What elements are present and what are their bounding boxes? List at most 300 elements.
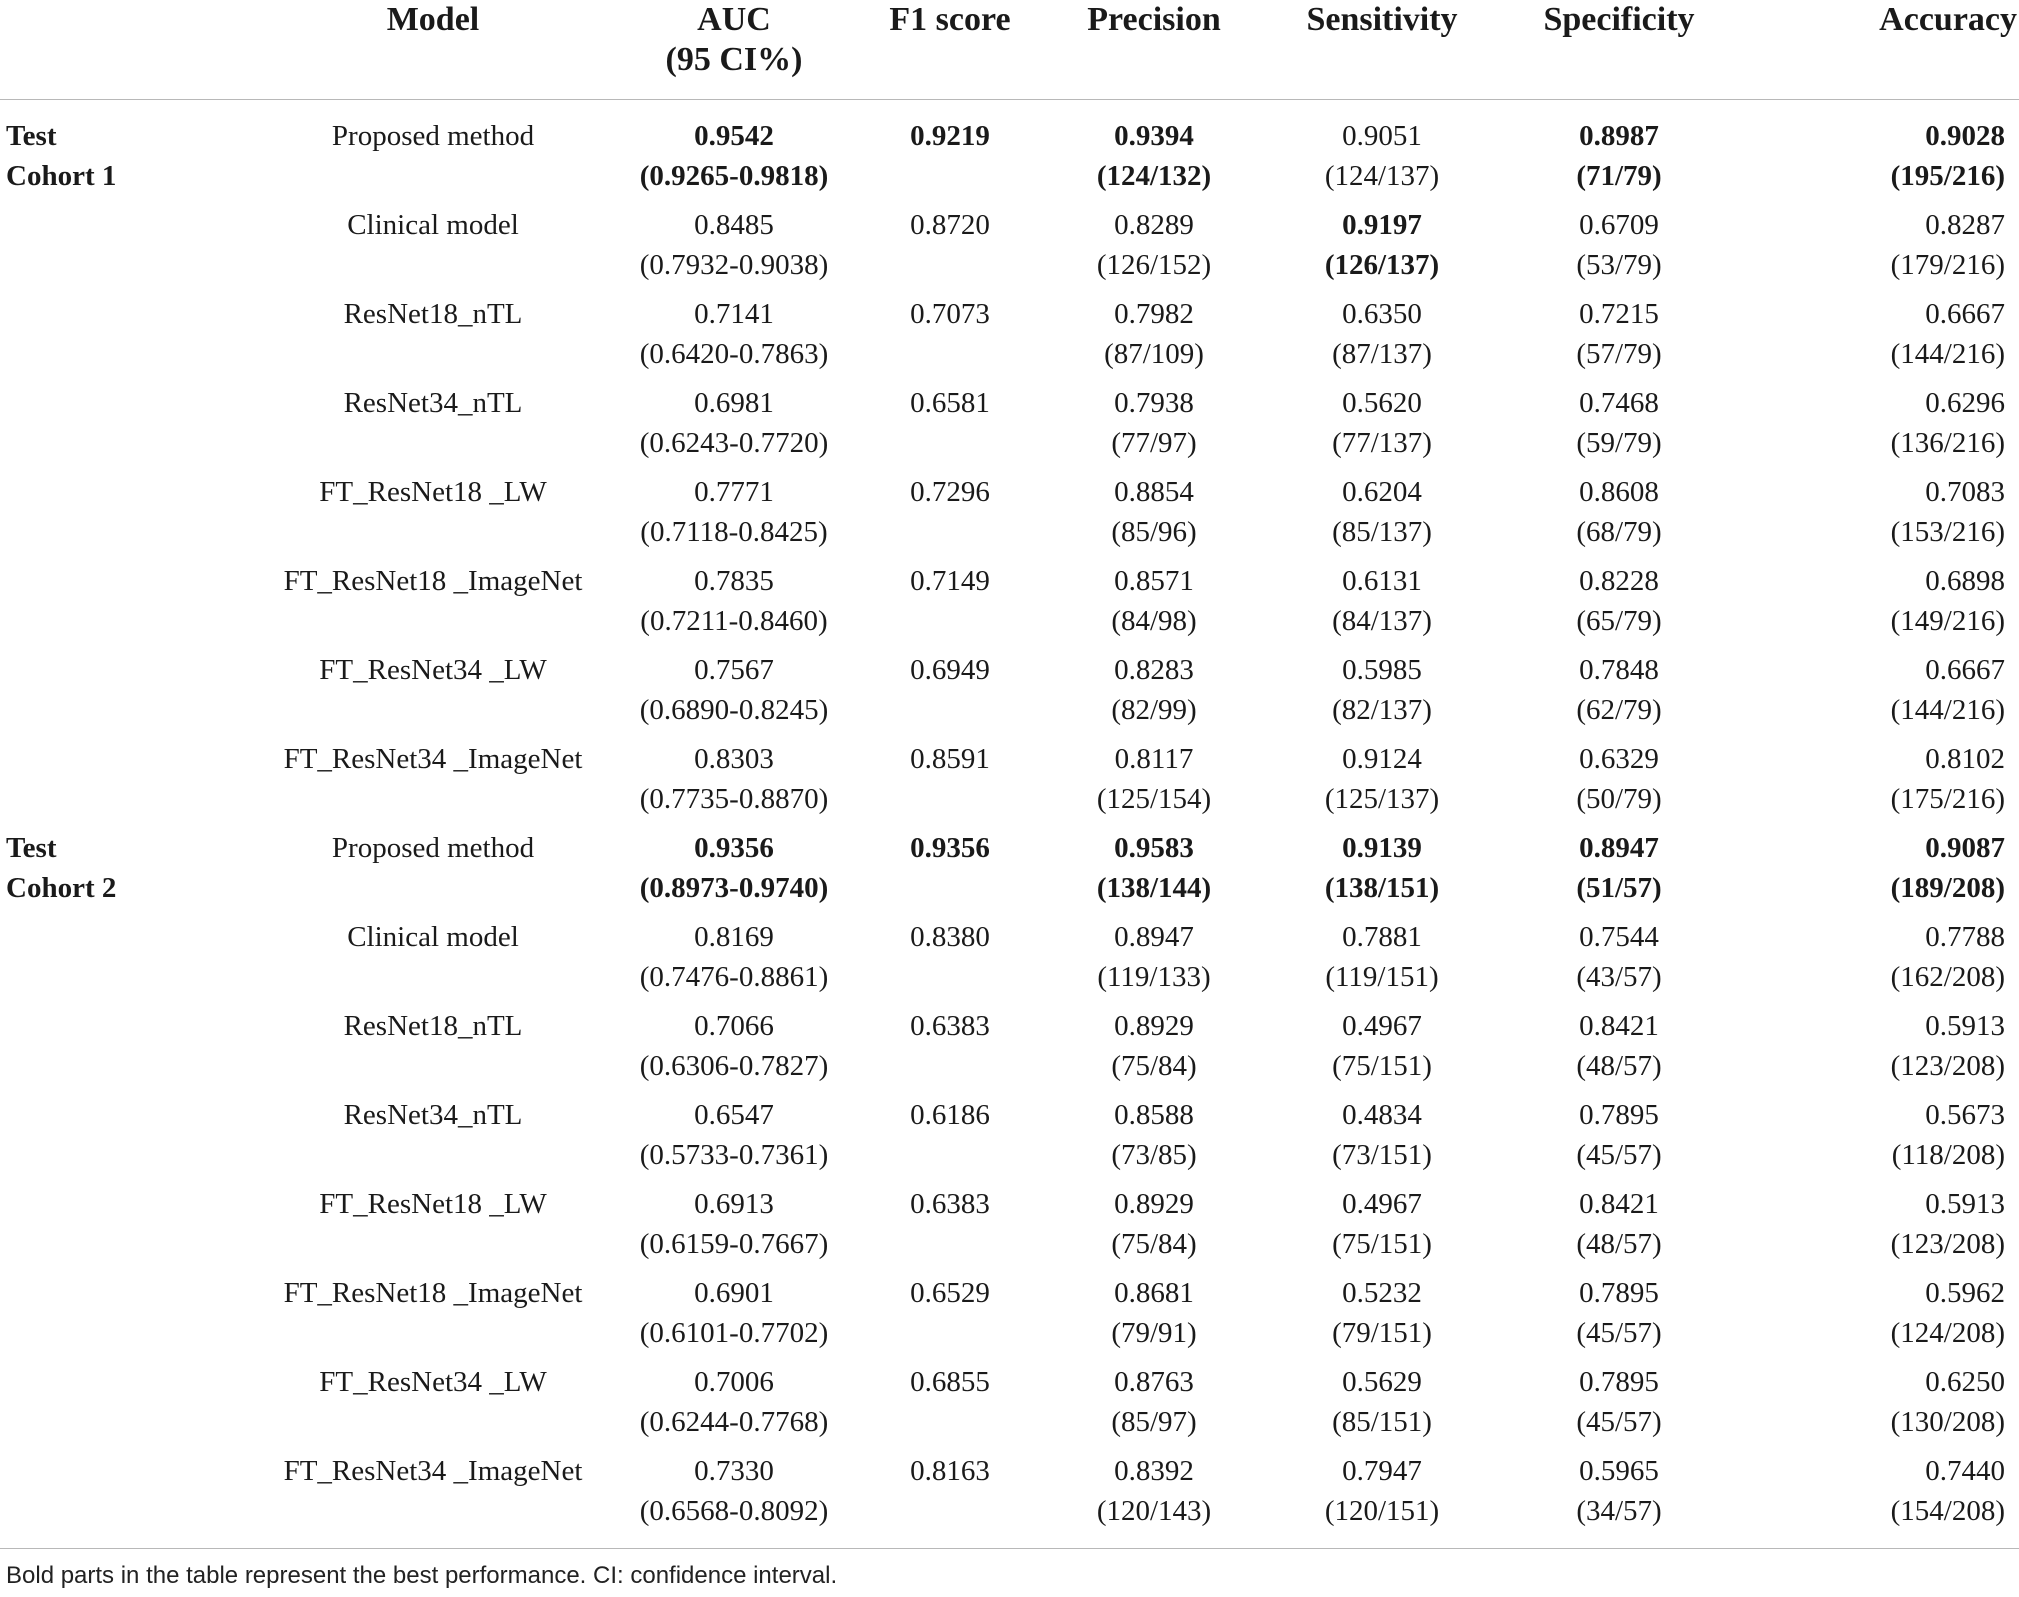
f1-cell [852, 650, 1048, 739]
model-name: FT_ResNet18 _ImageNet [283, 565, 583, 597]
auc-cell [616, 1006, 852, 1095]
auc-value: 0.8303 [694, 743, 774, 775]
precision-value: 0.8283 [1114, 654, 1194, 686]
specificity-cell [1504, 383, 1734, 472]
sensitivity-detail: (75/151) [1332, 1050, 1432, 1082]
header-model [250, 0, 616, 100]
sensitivity-cell [1260, 739, 1504, 828]
f1-value: 0.6581 [910, 387, 990, 419]
sensitivity-cell [1260, 561, 1504, 650]
header-row [0, 0, 2019, 100]
accuracy-detail: (189/208) [1890, 872, 2005, 904]
accuracy-value: 0.8287 [1925, 209, 2005, 241]
auc-cell [616, 205, 852, 294]
model-name: ResNet18_nTL [343, 298, 523, 330]
cohort-label-cell [0, 1451, 250, 1540]
auc-cell [616, 383, 852, 472]
specificity-detail: (57/79) [1576, 338, 1662, 370]
table-row [0, 828, 2019, 917]
sensitivity-value: 0.5232 [1342, 1277, 1422, 1309]
model-name-cell [250, 917, 616, 1006]
sensitivity-detail: (119/151) [1325, 961, 1439, 993]
specificity-value: 0.8947 [1579, 832, 1659, 864]
sensitivity-cell [1260, 1184, 1504, 1273]
specificity-value: 0.7848 [1579, 654, 1659, 686]
accuracy-detail: (118/208) [1891, 1139, 2005, 1171]
table-row [0, 561, 2019, 650]
sensitivity-value: 0.4967 [1342, 1010, 1422, 1042]
precision-value: 0.8681 [1114, 1277, 1194, 1309]
sensitivity-detail: (138/151) [1324, 872, 1440, 904]
specificity-detail: (68/79) [1576, 516, 1662, 548]
specificity-value: 0.7468 [1579, 387, 1659, 419]
sensitivity-cell [1260, 100, 1504, 206]
accuracy-detail: (123/208) [1890, 1050, 2005, 1082]
accuracy-detail: (130/208) [1890, 1406, 2005, 1438]
f1-value: 0.6949 [910, 654, 990, 686]
precision-detail: (138/144) [1096, 872, 1212, 904]
f1-value: 0.6383 [910, 1010, 990, 1042]
sensitivity-value: 0.5620 [1342, 387, 1422, 419]
auc-cell [616, 917, 852, 1006]
auc-value: 0.8169 [694, 921, 774, 953]
specificity-cell [1504, 1184, 1734, 1273]
model-name: FT_ResNet18 _LW [319, 476, 547, 508]
sensitivity-cell [1260, 205, 1504, 294]
model-name: FT_ResNet34 _LW [319, 654, 547, 686]
cohort-label-cell [0, 1184, 250, 1273]
accuracy-value: 0.9028 [1925, 120, 2005, 152]
f1-value: 0.9219 [910, 120, 990, 152]
table-row [0, 472, 2019, 561]
sensitivity-cell [1260, 383, 1504, 472]
cohort-label-cell [0, 472, 250, 561]
sensitivity-detail: (124/137) [1324, 160, 1440, 192]
model-name-cell [250, 739, 616, 828]
model-name: Clinical model [347, 209, 519, 241]
f1-value: 0.7149 [910, 565, 990, 597]
auc-cell [616, 1451, 852, 1540]
sensitivity-detail: (85/151) [1332, 1406, 1432, 1438]
table-row [0, 205, 2019, 294]
table-body [0, 100, 2019, 1541]
f1-cell [852, 294, 1048, 383]
sensitivity-value: 0.6350 [1342, 298, 1422, 330]
precision-cell [1048, 917, 1260, 1006]
accuracy-cell [1734, 383, 2019, 472]
auc-value: 0.7330 [694, 1455, 774, 1487]
specificity-cell [1504, 1362, 1734, 1451]
header-auc-line2: (95 CI%) [665, 41, 803, 78]
precision-value: 0.8929 [1114, 1010, 1194, 1042]
accuracy-cell [1734, 1273, 2019, 1362]
specificity-detail: (71/79) [1576, 160, 1662, 192]
sensitivity-cell [1260, 917, 1504, 1006]
accuracy-cell [1734, 828, 2019, 917]
model-name-cell [250, 1184, 616, 1273]
accuracy-detail: (144/216) [1890, 338, 2005, 370]
precision-cell [1048, 472, 1260, 561]
accuracy-detail: (136/216) [1890, 427, 2005, 459]
precision-detail: (77/97) [1111, 427, 1197, 459]
precision-cell [1048, 828, 1260, 917]
model-name-cell [250, 1362, 616, 1451]
specificity-value: 0.5965 [1579, 1455, 1659, 1487]
specificity-value: 0.6329 [1579, 743, 1659, 775]
sensitivity-cell [1260, 1451, 1504, 1540]
sensitivity-cell [1260, 1362, 1504, 1451]
model-name: FT_ResNet18 _ImageNet [283, 1277, 583, 1309]
sensitivity-value: 0.4834 [1342, 1099, 1422, 1131]
precision-value: 0.8289 [1114, 209, 1194, 241]
sensitivity-detail: (87/137) [1332, 338, 1432, 370]
auc-detail: (0.5733-0.7361) [639, 1139, 829, 1171]
precision-value: 0.7938 [1114, 387, 1194, 419]
f1-value: 0.6529 [910, 1277, 990, 1309]
model-name-cell [250, 1451, 616, 1540]
specificity-detail: (62/79) [1576, 694, 1662, 726]
accuracy-cell [1734, 917, 2019, 1006]
header-model-label: Model [386, 1, 480, 38]
precision-detail: (85/96) [1111, 516, 1197, 548]
f1-cell [852, 1184, 1048, 1273]
model-name: Clinical model [347, 921, 519, 953]
f1-value: 0.8720 [910, 209, 990, 241]
accuracy-value: 0.6667 [1925, 654, 2005, 686]
table-row [0, 917, 2019, 1006]
specificity-cell [1504, 472, 1734, 561]
specificity-cell [1504, 1006, 1734, 1095]
precision-detail: (119/133) [1097, 961, 1211, 993]
accuracy-detail: (124/208) [1890, 1317, 2005, 1349]
f1-cell [852, 828, 1048, 917]
precision-value: 0.8763 [1114, 1366, 1194, 1398]
auc-value: 0.7141 [694, 298, 774, 330]
model-name: Proposed method [331, 832, 535, 864]
f1-cell [852, 561, 1048, 650]
accuracy-detail: (149/216) [1890, 605, 2005, 637]
specificity-detail: (34/57) [1576, 1495, 1662, 1527]
accuracy-detail: (123/208) [1890, 1228, 2005, 1260]
auc-detail: (0.6243-0.7720) [639, 427, 829, 459]
sensitivity-detail: (85/137) [1332, 516, 1432, 548]
table-row [0, 294, 2019, 383]
precision-value: 0.8929 [1114, 1188, 1194, 1220]
precision-cell [1048, 1451, 1260, 1540]
model-name: ResNet18_nTL [343, 1010, 523, 1042]
model-name-cell [250, 383, 616, 472]
auc-cell [616, 1273, 852, 1362]
sensitivity-detail: (73/151) [1332, 1139, 1432, 1171]
sensitivity-detail: (84/137) [1332, 605, 1432, 637]
sensitivity-detail: (126/137) [1324, 249, 1440, 281]
precision-cell [1048, 383, 1260, 472]
f1-cell [852, 1451, 1048, 1540]
auc-value: 0.7066 [694, 1010, 774, 1042]
precision-cell [1048, 294, 1260, 383]
cohort-label-cell [0, 383, 250, 472]
accuracy-cell [1734, 1095, 2019, 1184]
precision-value: 0.9583 [1114, 832, 1194, 864]
precision-detail: (126/152) [1096, 249, 1212, 281]
f1-cell [852, 1095, 1048, 1184]
sensitivity-value: 0.9124 [1342, 743, 1422, 775]
specificity-detail: (51/57) [1576, 872, 1662, 904]
specificity-cell [1504, 205, 1734, 294]
accuracy-value: 0.5962 [1925, 1277, 2005, 1309]
specificity-cell [1504, 1273, 1734, 1362]
cohort-label-cell [0, 650, 250, 739]
specificity-value: 0.8228 [1579, 565, 1659, 597]
sensitivity-value: 0.9051 [1342, 120, 1422, 152]
specificity-value: 0.8421 [1579, 1188, 1659, 1220]
header-specificity-label: Specificity [1543, 1, 1695, 38]
auc-cell [616, 1184, 852, 1273]
cohort-label-cell [0, 917, 250, 1006]
accuracy-detail: (175/216) [1890, 783, 2005, 815]
accuracy-detail: (153/216) [1890, 516, 2005, 548]
precision-value: 0.8571 [1114, 565, 1194, 597]
auc-cell [616, 294, 852, 383]
model-name-cell [250, 1273, 616, 1362]
specificity-cell [1504, 650, 1734, 739]
sensitivity-cell [1260, 472, 1504, 561]
precision-value: 0.8588 [1114, 1099, 1194, 1131]
specificity-detail: (45/57) [1576, 1139, 1662, 1171]
cohort-label-cell [0, 1362, 250, 1451]
f1-cell [852, 100, 1048, 206]
precision-detail: (125/154) [1096, 783, 1212, 815]
header-precision [1048, 0, 1260, 100]
sensitivity-value: 0.7881 [1342, 921, 1422, 953]
accuracy-value: 0.6667 [1925, 298, 2005, 330]
f1-value: 0.8163 [910, 1455, 990, 1487]
model-name: FT_ResNet34 _ImageNet [283, 743, 583, 775]
model-name: ResNet34_nTL [343, 387, 523, 419]
f1-cell [852, 205, 1048, 294]
precision-detail: (120/143) [1096, 1495, 1212, 1527]
accuracy-value: 0.9087 [1925, 832, 2005, 864]
auc-detail: (0.7932-0.9038) [639, 249, 829, 281]
sensitivity-cell [1260, 1273, 1504, 1362]
accuracy-detail: (162/208) [1890, 961, 2005, 993]
auc-value: 0.6901 [694, 1277, 774, 1309]
header-sensitivity [1260, 0, 1504, 100]
model-name: FT_ResNet34 _ImageNet [283, 1455, 583, 1487]
model-name-cell [250, 561, 616, 650]
precision-cell [1048, 1184, 1260, 1273]
accuracy-cell [1734, 294, 2019, 383]
accuracy-value: 0.7083 [1925, 476, 2005, 508]
precision-detail: (85/97) [1111, 1406, 1197, 1438]
accuracy-cell [1734, 100, 2019, 206]
auc-detail: (0.6306-0.7827) [639, 1050, 829, 1082]
auc-value: 0.6547 [694, 1099, 774, 1131]
table-row [0, 1451, 2019, 1540]
sensitivity-value: 0.5629 [1342, 1366, 1422, 1398]
accuracy-value: 0.6296 [1925, 387, 2005, 419]
table-row [0, 739, 2019, 828]
cohort-label-line2: Cohort 1 [6, 160, 117, 192]
sensitivity-detail: (120/151) [1324, 1495, 1440, 1527]
accuracy-value: 0.6898 [1925, 565, 2005, 597]
auc-value: 0.6913 [694, 1188, 774, 1220]
precision-cell [1048, 205, 1260, 294]
model-name-cell [250, 294, 616, 383]
specificity-value: 0.7215 [1579, 298, 1659, 330]
cohort-label-line2: Cohort 2 [6, 872, 117, 904]
sensitivity-value: 0.7947 [1342, 1455, 1422, 1487]
precision-detail: (79/91) [1111, 1317, 1197, 1349]
table-row [0, 1095, 2019, 1184]
model-name-cell [250, 100, 616, 206]
header-specificity [1504, 0, 1734, 100]
auc-cell [616, 100, 852, 206]
specificity-value: 0.8987 [1579, 120, 1659, 152]
table-row [0, 1006, 2019, 1095]
model-name: ResNet34_nTL [343, 1099, 523, 1131]
f1-cell [852, 739, 1048, 828]
auc-cell [616, 561, 852, 650]
precision-value: 0.9394 [1114, 120, 1194, 152]
f1-value: 0.8380 [910, 921, 990, 953]
accuracy-cell [1734, 561, 2019, 650]
header-auc-line1: AUC [697, 1, 771, 38]
cohort-label-cell [0, 100, 250, 206]
cohort-label-cell [0, 1273, 250, 1362]
specificity-value: 0.7544 [1579, 921, 1659, 953]
auc-value: 0.7771 [694, 476, 774, 508]
auc-value: 0.8485 [694, 209, 774, 241]
auc-cell [616, 1095, 852, 1184]
precision-cell [1048, 1362, 1260, 1451]
accuracy-detail: (154/208) [1890, 1495, 2005, 1527]
f1-value: 0.7073 [910, 298, 990, 330]
table-bottom-rule [0, 1548, 2019, 1549]
f1-value: 0.6186 [910, 1099, 990, 1131]
specificity-cell [1504, 1451, 1734, 1540]
accuracy-cell [1734, 1451, 2019, 1540]
specificity-detail: (45/57) [1576, 1317, 1662, 1349]
specificity-detail: (45/57) [1576, 1406, 1662, 1438]
precision-cell [1048, 739, 1260, 828]
specificity-cell [1504, 1095, 1734, 1184]
sensitivity-value: 0.5985 [1342, 654, 1422, 686]
specificity-cell [1504, 828, 1734, 917]
f1-cell [852, 917, 1048, 1006]
header-precision-label: Precision [1087, 1, 1221, 38]
sensitivity-cell [1260, 294, 1504, 383]
specificity-detail: (43/57) [1576, 961, 1662, 993]
accuracy-detail: (195/216) [1890, 160, 2005, 192]
auc-cell [616, 739, 852, 828]
precision-value: 0.8117 [1114, 743, 1194, 775]
accuracy-value: 0.5913 [1925, 1188, 2005, 1220]
auc-detail: (0.7735-0.8870) [639, 783, 829, 815]
cohort-label-cell [0, 1006, 250, 1095]
sensitivity-value: 0.4967 [1342, 1188, 1422, 1220]
f1-cell [852, 1362, 1048, 1451]
f1-cell [852, 1006, 1048, 1095]
sensitivity-detail: (82/137) [1332, 694, 1432, 726]
accuracy-value: 0.7440 [1925, 1455, 2005, 1487]
cohort-label-cell [0, 739, 250, 828]
table-row [0, 650, 2019, 739]
model-name-cell [250, 205, 616, 294]
specificity-detail: (53/79) [1576, 249, 1662, 281]
table-row [0, 100, 2019, 206]
auc-detail: (0.7211-0.8460) [640, 605, 828, 637]
auc-cell [616, 472, 852, 561]
specificity-cell [1504, 561, 1734, 650]
table-row [0, 1184, 2019, 1273]
specificity-value: 0.6709 [1579, 209, 1659, 241]
header-f1-label: F1 score [889, 1, 1011, 38]
specificity-value: 0.7895 [1579, 1099, 1659, 1131]
specificity-value: 0.7895 [1579, 1277, 1659, 1309]
sensitivity-cell [1260, 828, 1504, 917]
precision-cell [1048, 100, 1260, 206]
accuracy-value: 0.5913 [1925, 1010, 2005, 1042]
table-footnote: Bold parts in the table represent the best performance. CI: confidence interval. [6, 1562, 838, 1589]
model-name-cell [250, 828, 616, 917]
model-name: Proposed method [331, 120, 535, 152]
auc-detail: (0.9265-0.9818) [639, 160, 829, 192]
accuracy-detail: (144/216) [1890, 694, 2005, 726]
specificity-detail: (65/79) [1576, 605, 1662, 637]
auc-cell [616, 1362, 852, 1451]
auc-detail: (0.6101-0.7702) [639, 1317, 829, 1349]
header-f1 [852, 0, 1048, 100]
header-sensitivity-label: Sensitivity [1306, 1, 1458, 38]
specificity-cell [1504, 739, 1734, 828]
f1-cell [852, 383, 1048, 472]
sensitivity-detail: (79/151) [1332, 1317, 1432, 1349]
f1-cell [852, 472, 1048, 561]
model-name-cell [250, 472, 616, 561]
table-row [0, 1273, 2019, 1362]
sensitivity-cell [1260, 650, 1504, 739]
table-header [0, 0, 2019, 100]
specificity-detail: (48/57) [1576, 1050, 1662, 1082]
precision-cell [1048, 1006, 1260, 1095]
auc-detail: (0.6244-0.7768) [639, 1406, 829, 1438]
f1-value: 0.6855 [910, 1366, 990, 1398]
specificity-cell [1504, 917, 1734, 1006]
cohort-label-line1: Test [6, 832, 57, 864]
accuracy-cell [1734, 739, 2019, 828]
f1-cell [852, 1273, 1048, 1362]
accuracy-cell [1734, 1184, 2019, 1273]
header-accuracy-label: Accuracy [1879, 1, 2017, 38]
accuracy-cell [1734, 1362, 2019, 1451]
precision-value: 0.8854 [1114, 476, 1194, 508]
accuracy-value: 0.5673 [1925, 1099, 2005, 1131]
specificity-detail: (59/79) [1576, 427, 1662, 459]
model-name-cell [250, 650, 616, 739]
auc-detail: (0.6568-0.8092) [639, 1495, 829, 1527]
model-name-cell [250, 1006, 616, 1095]
header-group [0, 0, 250, 100]
auc-detail: (0.8973-0.9740) [639, 872, 829, 904]
cohort-label-cell [0, 1095, 250, 1184]
auc-detail: (0.7476-0.8861) [639, 961, 829, 993]
auc-value: 0.7567 [694, 654, 774, 686]
precision-cell [1048, 1095, 1260, 1184]
auc-cell [616, 650, 852, 739]
precision-detail: (87/109) [1104, 338, 1204, 370]
accuracy-detail: (179/216) [1890, 249, 2005, 281]
